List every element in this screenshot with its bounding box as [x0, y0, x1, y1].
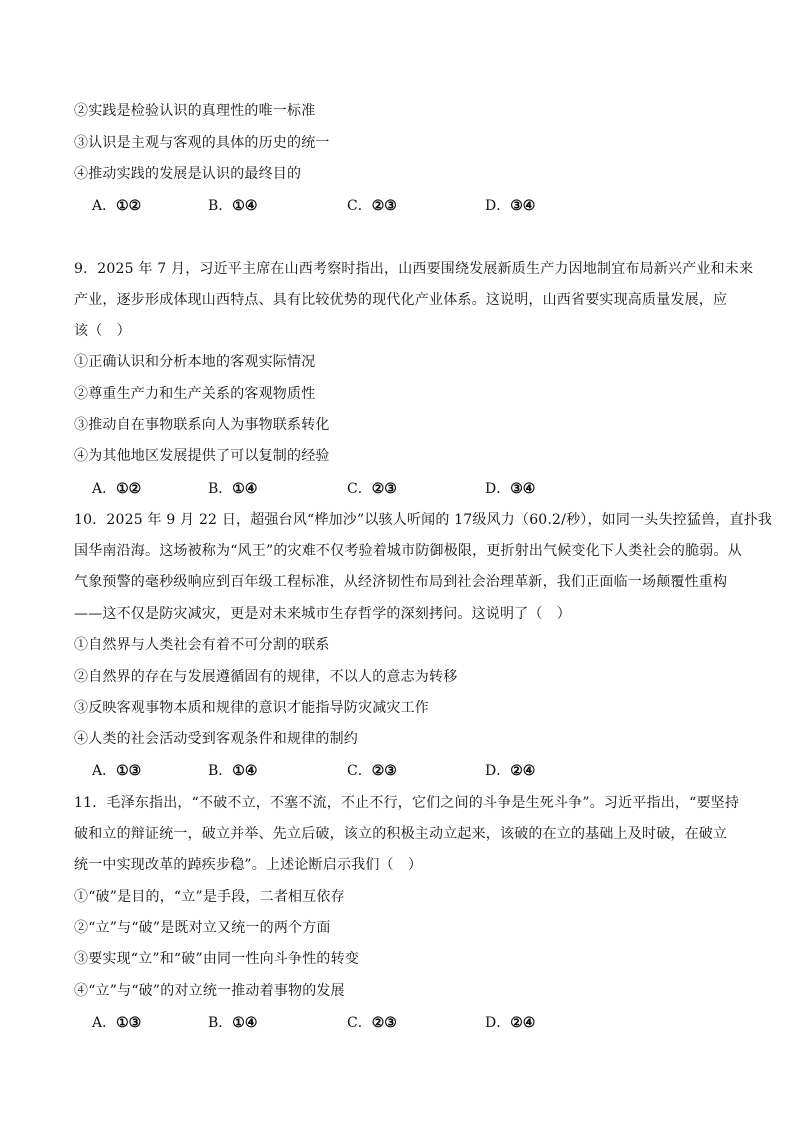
choice-d: D．②④	[485, 1015, 536, 1031]
question-stem-line: 产业，逐步形成体现山西特点、具有比较优势的现代化产业体系。这说明，山西省要实现高质量发展，应	[74, 292, 728, 308]
option-1: ①正确认识和分析本地的客观实际情况	[74, 354, 316, 370]
option-1: ①自然界与人类社会有着不可分割的联系	[74, 637, 330, 653]
question-stem-line: 统一中实现改革的踔疾步稳”。上述论断启示我们（ ）	[74, 857, 423, 873]
question-stem-line: 该（ ）	[74, 323, 131, 339]
choice-d: D．②④	[485, 763, 536, 779]
choice-b: B．①④	[208, 763, 258, 779]
option-4: ④为其他地区发展提供了可以复制的经验	[74, 448, 330, 464]
choice-b: B．①④	[208, 198, 258, 214]
choice-c: C．②③	[347, 481, 397, 497]
question-stem-line: 破和立的辩证统一，破立并举、先立后破，该立的积极主动立起来，该破的在立的基础上及时破，在破立	[74, 826, 728, 842]
choice-d: D．③④	[485, 198, 536, 214]
option-2: ②实践是检验认识的真理性的唯一标准	[74, 103, 316, 119]
choice-c: C．②③	[347, 1015, 397, 1031]
option-3: ③反映客观事物本质和规律的意识才能指导防灾减灾工作	[74, 700, 429, 716]
option-2: ②尊重生产力和生产关系的客观物质性	[74, 386, 316, 402]
question-stem-line: 气象预警的毫秒级响应到百年级工程标准，从经济韧性布局到社会治理革新，我们正面临一场颠覆性重构	[74, 574, 728, 590]
choice-d: D．③④	[485, 481, 536, 497]
answer-choices	[92, 478, 652, 500]
answer-choices	[92, 195, 652, 217]
choice-c: C．②③	[347, 198, 397, 214]
option-1: ①“破”是目的，“立”是手段，二者相互依存	[74, 889, 345, 905]
choice-b: B．①④	[208, 481, 258, 497]
choice-c: C．②③	[347, 763, 397, 779]
choice-a: A．①②	[92, 481, 142, 497]
question-stem-line: 9．2025 年 7 月，习近平主席在山西考察时指出，山西要围绕发展新质生产力因地制宜布局新兴产业和未来	[74, 261, 754, 277]
option-3: ③推动自在事物联系向人为事物联系转化	[74, 417, 330, 433]
option-3: ③要实现“立”和“破”由同一性向斗争性的转变	[74, 951, 360, 967]
answer-choices	[92, 760, 652, 782]
question-stem-line: ——这不仅是防灾减灾，更是对未来城市生存哲学的深刻拷问。这说明了（ ）	[74, 606, 571, 622]
option-4: ④“立”与“破”的对立统一推动着事物的发展	[74, 983, 345, 999]
question-stem-line: 国华南沿海。这场被称为“风王”的灾难不仅考验着城市防御极限，更折射出气候变化下人类社会的脆弱。从	[74, 543, 742, 559]
option-2: ②自然界的存在与发展遵循固有的规律，不以人的意志为转移	[74, 669, 458, 685]
option-4: ④人类的社会活动受到客观条件和规律的制约	[74, 731, 358, 747]
choice-a: A．①③	[92, 1015, 142, 1031]
option-2: ②“立”与“破”是既对立又统一的两个方面	[74, 920, 331, 936]
option-3: ③认识是主观与客观的具体的历史的统一	[74, 135, 330, 151]
question-stem-line: 10．2025 年 9 月 22 日，超强台风“桦加沙”以骇人听闻的 17级风力（60.2/秒），如同一头失控猛兽，直扑我	[74, 512, 773, 528]
option-4: ④推动实践的发展是认识的最终目的	[74, 166, 302, 182]
choice-b: B．①④	[208, 1015, 258, 1031]
choice-a: A．①③	[92, 763, 142, 779]
choice-a: A．①②	[92, 198, 142, 214]
question-stem-line: 11．毛泽东指出，“不破不立，不塞不流，不止不行，它们之间的斗争是生死斗争”。习近平指出，“要坚持	[74, 795, 740, 811]
answer-choices	[92, 1012, 652, 1034]
